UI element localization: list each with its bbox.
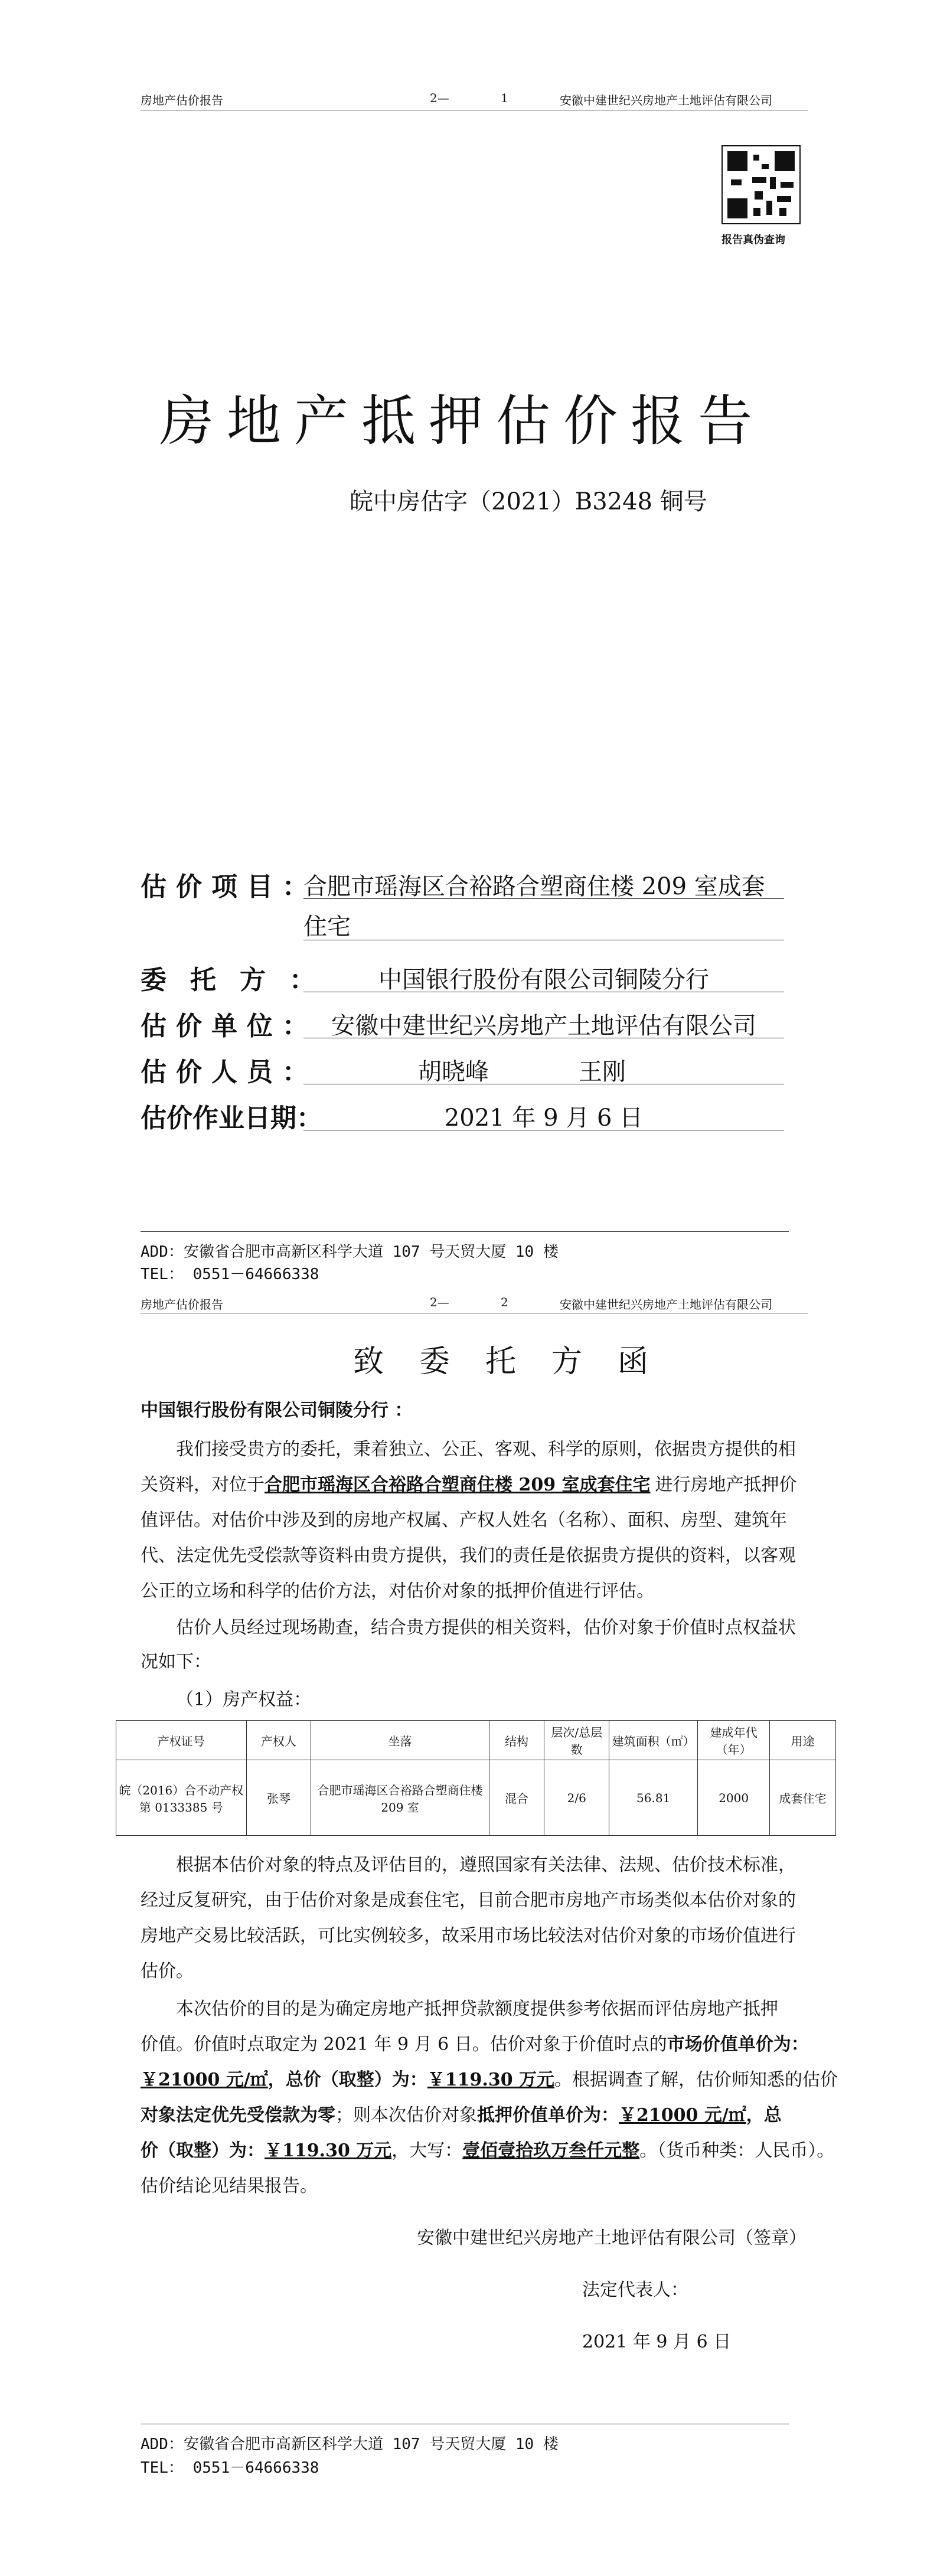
table-header-cell: 层次/总层数 <box>544 1721 609 1760</box>
staff-label: 估价人员： <box>141 1057 318 1087</box>
table-header-cell: 用途 <box>770 1721 836 1760</box>
rights-caption: （1）房产权益： <box>176 1689 312 1710</box>
footer-address: ADD：安徽省合肥市高新区科学大道 107 号天贸大厦 10 楼 <box>141 1243 559 1261</box>
para4-line1: 本次估价的目的是为确定房地产抵押贷款额度提供参考依据而评估房地产抵押 <box>176 1999 778 2019</box>
table-cell: 56.81 <box>609 1760 698 1836</box>
date-value: 2021 年 9 月 6 日 <box>444 1104 644 1132</box>
para1-line2-pre: 关资料，对位于 <box>141 1475 265 1495</box>
letter-title: 致委托方函 <box>353 1344 684 1379</box>
table-header-cell: 坐落 <box>311 1721 489 1760</box>
table-cell: 皖（2016）合不动产权第 0133385 号 <box>116 1760 247 1836</box>
para1-line4: 代、法定优先受偿款等资料由贵方提供，我们的责任是依据贵方提供的资料，以客观 <box>141 1545 796 1566</box>
para4-line2: 价值。价值时点取定为 2021 年 9 月 6 日。估价对象于价值时点的市场价值单价为： <box>141 2034 809 2055</box>
signature-representative: 法定代表人： <box>582 2280 688 2300</box>
addressee: 中国银行股份有限公司铜陵分行 ： <box>141 1400 413 1421</box>
header-left: 房地产估价报告 <box>141 1297 223 1312</box>
unit-value: 安徽中建世纪兴房地产土地评估有限公司 <box>331 1012 756 1039</box>
para3-line2: 经过反复研究，由于估价对象是成套住宅，目前合肥市房地产市场类似本估价对象的 <box>141 1890 796 1911</box>
market-unit-price-label: 市场价值单价为： <box>667 2034 809 2055</box>
para1-line5: 公正的立场和科学的估价方法，对估价对象的抵押价值进行评估。 <box>141 1581 654 1601</box>
para2-line1: 估价人员经过现场勘查，结合贵方提供的相关资料，估价对象于价值时点权益状 <box>176 1617 796 1638</box>
para4-line3: ￥21000 元/㎡，总价（取整）为：￥119.30 万元。根据调查了解，估价师知悉的估价 <box>141 2070 838 2090</box>
project-value-line2: 住宅 <box>303 913 351 940</box>
client-value: 中国银行股份有限公司铜陵分行 <box>378 966 709 993</box>
property-rights-table <box>116 1720 836 1836</box>
table-cell: 合肥市瑶海区合裕路合塑商住楼 209 室 <box>311 1760 489 1836</box>
doc-number: 皖中房估字（2021）B3248 铜号 <box>350 488 707 515</box>
mortgage-total-price: ￥119.30 万元 <box>265 2140 392 2161</box>
header-page-number: 1 <box>501 91 508 105</box>
amount-in-words: 壹佰壹拾玖万叁仟元整 <box>462 2140 640 2161</box>
para4-line6: 估价结论见结果报告。 <box>141 2176 318 2196</box>
footer-tel: TEL： 0551－64666338 <box>141 1266 319 1283</box>
date-label: 估价作业日期： <box>141 1103 322 1133</box>
footer-tel: TEL： 0551－64666338 <box>141 2459 319 2477</box>
table-header-cell: 产权人 <box>246 1721 311 1760</box>
table-header-cell: 结构 <box>489 1721 544 1760</box>
table-header-cell: 建筑面积（㎡） <box>609 1721 698 1760</box>
header-mid-dash: 2— <box>430 1295 449 1309</box>
para4-line4: 对象法定优先受偿款为零；则本次估价对象抵押价值单价为：￥21000 元/㎡，总 <box>141 2105 782 2126</box>
header-mid-dash: 2— <box>430 91 449 105</box>
table-header-row <box>116 1721 836 1760</box>
para1-line3: 值评估。对估价中涉及到的房地产权属、产权人姓名（名称）、面积、房型、建筑年 <box>141 1510 787 1531</box>
para1-line1: 我们接受贵方的委托，秉着独立、公正、客观、科学的原则，依据贵方提供的相 <box>176 1439 796 1460</box>
report-title: 房地产抵押估价报告 <box>159 390 766 453</box>
para2-line2: 况如下： <box>141 1652 211 1672</box>
para1-line2 <box>141 1467 797 1503</box>
property-address: 合肥市瑶海区合裕路合塑商住楼 209 室成套住宅 <box>265 1475 651 1495</box>
table-cell: 张琴 <box>246 1760 311 1836</box>
table-row <box>116 1760 836 1836</box>
header-right: 安徽中建世纪兴房地产土地评估有限公司 <box>560 1297 772 1312</box>
unit-label: 估价单位： <box>141 1011 318 1041</box>
footer-rule <box>141 1231 789 1232</box>
staff-value-2: 王刚 <box>579 1058 626 1086</box>
para1-line2-post: 进行房地产抵押价 <box>655 1475 797 1495</box>
qr-code[interactable] <box>721 145 801 224</box>
market-unit-price: ￥21000 元/㎡ <box>141 2070 268 2090</box>
header-right: 安徽中建世纪兴房地产土地评估有限公司 <box>560 93 772 107</box>
para3-line1: 根据本估价对象的特点及评估目的，遵照国家有关法律、法规、估价技术标准， <box>176 1855 796 1875</box>
header-page-number: 2 <box>501 1295 508 1309</box>
market-total-price: ￥119.30 万元 <box>427 2070 555 2090</box>
priority-claim: 对象法定优先受偿款为零 <box>141 2105 335 2126</box>
table-header-cell: 产权证号 <box>116 1721 247 1760</box>
project-value-line1: 合肥市瑶海区合裕路合塑商住楼 209 室成套 <box>303 873 765 900</box>
para4-line5: 价（取整）为：￥119.30 万元，大写：壹佰壹拾玖万叁仟元整。（货币种类：人民币）。 <box>141 2140 835 2161</box>
para3-line4: 估价。 <box>141 1961 194 1982</box>
footer-address: ADD：安徽省合肥市高新区科学大道 107 号天贸大厦 10 楼 <box>141 2436 559 2453</box>
signature-company: 安徽中建世纪兴房地产土地评估有限公司（签章） <box>417 2228 807 2248</box>
table-cell: 2000 <box>698 1760 770 1836</box>
header-left: 房地产估价报告 <box>141 93 223 107</box>
signature-date: 2021 年 9 月 6 日 <box>582 2332 732 2352</box>
table-cell: 2/6 <box>544 1760 609 1836</box>
table-cell: 混合 <box>489 1760 544 1836</box>
table-cell: 成套住宅 <box>770 1760 836 1836</box>
client-label: 委托方： <box>141 965 339 995</box>
project-label: 估价项目： <box>141 872 318 902</box>
table-header-cell: 建成年代（年） <box>698 1721 770 1760</box>
staff-value-1: 胡晓峰 <box>418 1058 489 1086</box>
para3-line3: 房地产交易比较活跃，可比实例较多，故采用市场比较法对估价对象的市场价值进行 <box>141 1926 796 1946</box>
qr-caption: 报告真伪查询 <box>721 234 785 246</box>
mortgage-unit-price: ￥21000 元/㎡ <box>619 2105 746 2126</box>
